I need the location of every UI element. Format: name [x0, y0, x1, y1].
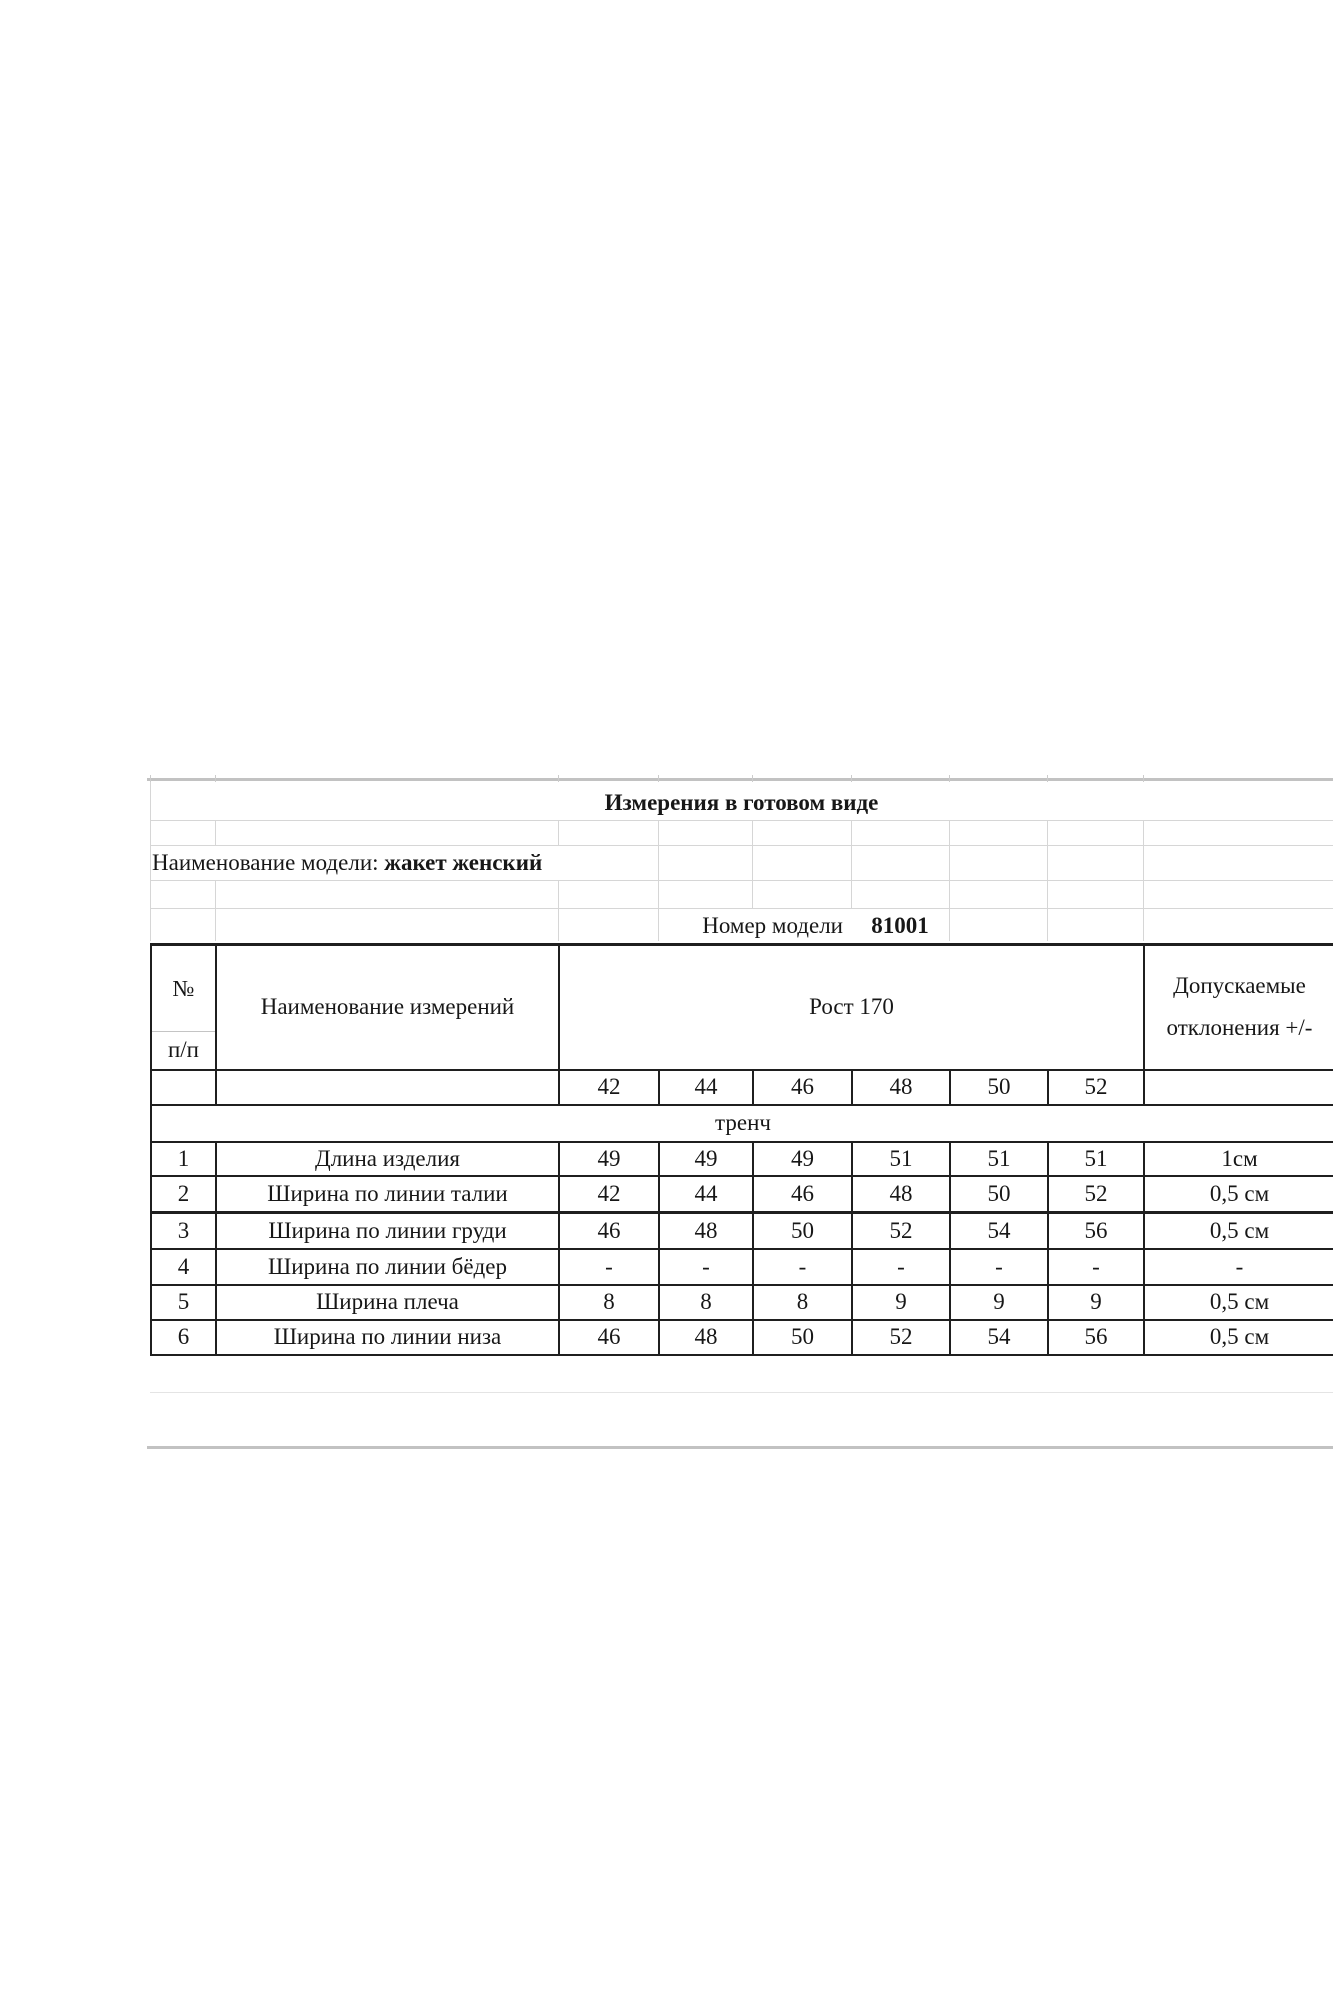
model-name-label: Наименование модели: [152, 850, 379, 875]
tolerance-value: - [1144, 1249, 1333, 1285]
measurement-value: - [659, 1249, 753, 1285]
row-num: 2 [151, 1176, 216, 1213]
size-header: 48 [852, 1070, 950, 1105]
size-header: 46 [753, 1070, 852, 1105]
measurement-value: 50 [950, 1176, 1048, 1213]
measurement-value: - [852, 1249, 950, 1285]
table-row [151, 1176, 1333, 1213]
measurement-value: 42 [559, 1176, 659, 1213]
gridline [147, 778, 1333, 781]
header-num-top: № [151, 945, 216, 1032]
row-num: 4 [151, 1249, 216, 1285]
measurement-value: 46 [559, 1213, 659, 1249]
measurement-value: 49 [659, 1142, 753, 1176]
tolerance-value: 1см [1144, 1142, 1333, 1176]
model-name-value: жакет женский [384, 850, 543, 875]
measurement-value: 44 [659, 1176, 753, 1213]
gridline [851, 775, 852, 782]
measurement-value: 8 [753, 1285, 852, 1320]
gridline [147, 1446, 1333, 1449]
measurement-value: 49 [559, 1142, 659, 1176]
measurement-value: - [559, 1249, 659, 1285]
table-row [151, 1249, 1333, 1285]
measurement-name: Длина изделия [216, 1142, 559, 1176]
size-header: 50 [950, 1070, 1048, 1105]
gridline [1047, 775, 1048, 782]
gridline [752, 820, 753, 908]
measurement-value: 46 [753, 1176, 852, 1213]
row-num: 5 [151, 1285, 216, 1320]
table-row [151, 945, 1333, 1032]
measurement-value: 51 [1048, 1142, 1144, 1176]
gridline [150, 820, 1333, 821]
measurement-value: 56 [1048, 1213, 1144, 1249]
row-num: 3 [151, 1213, 216, 1249]
table-row [151, 1285, 1333, 1320]
gridline [150, 1392, 1333, 1393]
measurement-value: - [753, 1249, 852, 1285]
gridline [558, 775, 559, 782]
measurement-name: Ширина по линии талии [216, 1176, 559, 1213]
header-num-bottom: п/п [151, 1032, 216, 1070]
measurement-value: 8 [559, 1285, 659, 1320]
measurement-value: 50 [753, 1320, 852, 1355]
measurement-value: 56 [1048, 1320, 1144, 1355]
header-tolerance [1144, 945, 1333, 1070]
measurement-value: 49 [753, 1142, 852, 1176]
measurements-table [150, 943, 1333, 1356]
measurement-value: 46 [559, 1320, 659, 1355]
page-title: Измерения в готовом виде [604, 790, 879, 815]
header-height-group: Рост 170 [559, 945, 1144, 1070]
measurement-value: 50 [753, 1213, 852, 1249]
table-cell-empty [1144, 1070, 1333, 1105]
table-row-group [151, 1105, 1333, 1142]
gridline [215, 880, 216, 941]
gridline [150, 775, 151, 782]
measurement-name: Ширина плеча [216, 1285, 559, 1320]
measurement-name: Ширина по линии бёдер [216, 1249, 559, 1285]
measurement-value: 9 [950, 1285, 1048, 1320]
measurement-value: 54 [950, 1213, 1048, 1249]
header-tolerance-line1: Допускаемые [1173, 973, 1306, 999]
measurement-value: 9 [852, 1285, 950, 1320]
tolerance-value: 0,5 см [1144, 1213, 1333, 1249]
table-row-sizes [151, 1070, 1333, 1105]
measurement-value: - [950, 1249, 1048, 1285]
gridline [215, 775, 216, 782]
size-header: 52 [1048, 1070, 1144, 1105]
measurement-value: 51 [950, 1142, 1048, 1176]
table-row [151, 1320, 1333, 1355]
table-cell-empty [151, 1070, 216, 1105]
model-number-value: 81001 [871, 913, 929, 938]
measurement-value: 48 [659, 1213, 753, 1249]
gridline [658, 775, 659, 782]
table-cell-empty [216, 1070, 559, 1105]
model-name-line [152, 845, 542, 880]
gridline [752, 775, 753, 782]
measurement-name: Ширина по линии груди [216, 1213, 559, 1249]
measurement-value: 52 [852, 1213, 950, 1249]
table-row [151, 1142, 1333, 1176]
gridline [558, 820, 559, 845]
model-number-label: Номер модели [702, 913, 843, 938]
gridline [215, 820, 216, 845]
measurement-value: 51 [852, 1142, 950, 1176]
group-label: тренч [151, 1105, 1333, 1142]
table-row [151, 1213, 1333, 1249]
tolerance-value: 0,5 см [1144, 1176, 1333, 1213]
row-num: 1 [151, 1142, 216, 1176]
measurement-value: 8 [659, 1285, 753, 1320]
size-header: 42 [559, 1070, 659, 1105]
header-measurement-name: Наименование измерений [216, 945, 559, 1070]
gridline [1143, 775, 1144, 782]
header-tolerance-line2: отклонения +/- [1166, 1015, 1313, 1041]
measurement-value: - [1048, 1249, 1144, 1285]
gridline [949, 775, 950, 782]
measurement-value: 48 [659, 1320, 753, 1355]
measurement-name: Ширина по линии низа [216, 1320, 559, 1355]
size-header: 44 [659, 1070, 753, 1105]
gridline [150, 880, 1333, 881]
measurement-value: 54 [950, 1320, 1048, 1355]
row-num: 6 [151, 1320, 216, 1355]
measurement-value: 9 [1048, 1285, 1144, 1320]
measurement-value: 48 [852, 1176, 950, 1213]
measurement-value: 52 [852, 1320, 950, 1355]
tolerance-value: 0,5 см [1144, 1285, 1333, 1320]
gridline [851, 820, 852, 908]
tolerance-value: 0,5 см [1144, 1320, 1333, 1355]
measurement-value: 52 [1048, 1176, 1144, 1213]
